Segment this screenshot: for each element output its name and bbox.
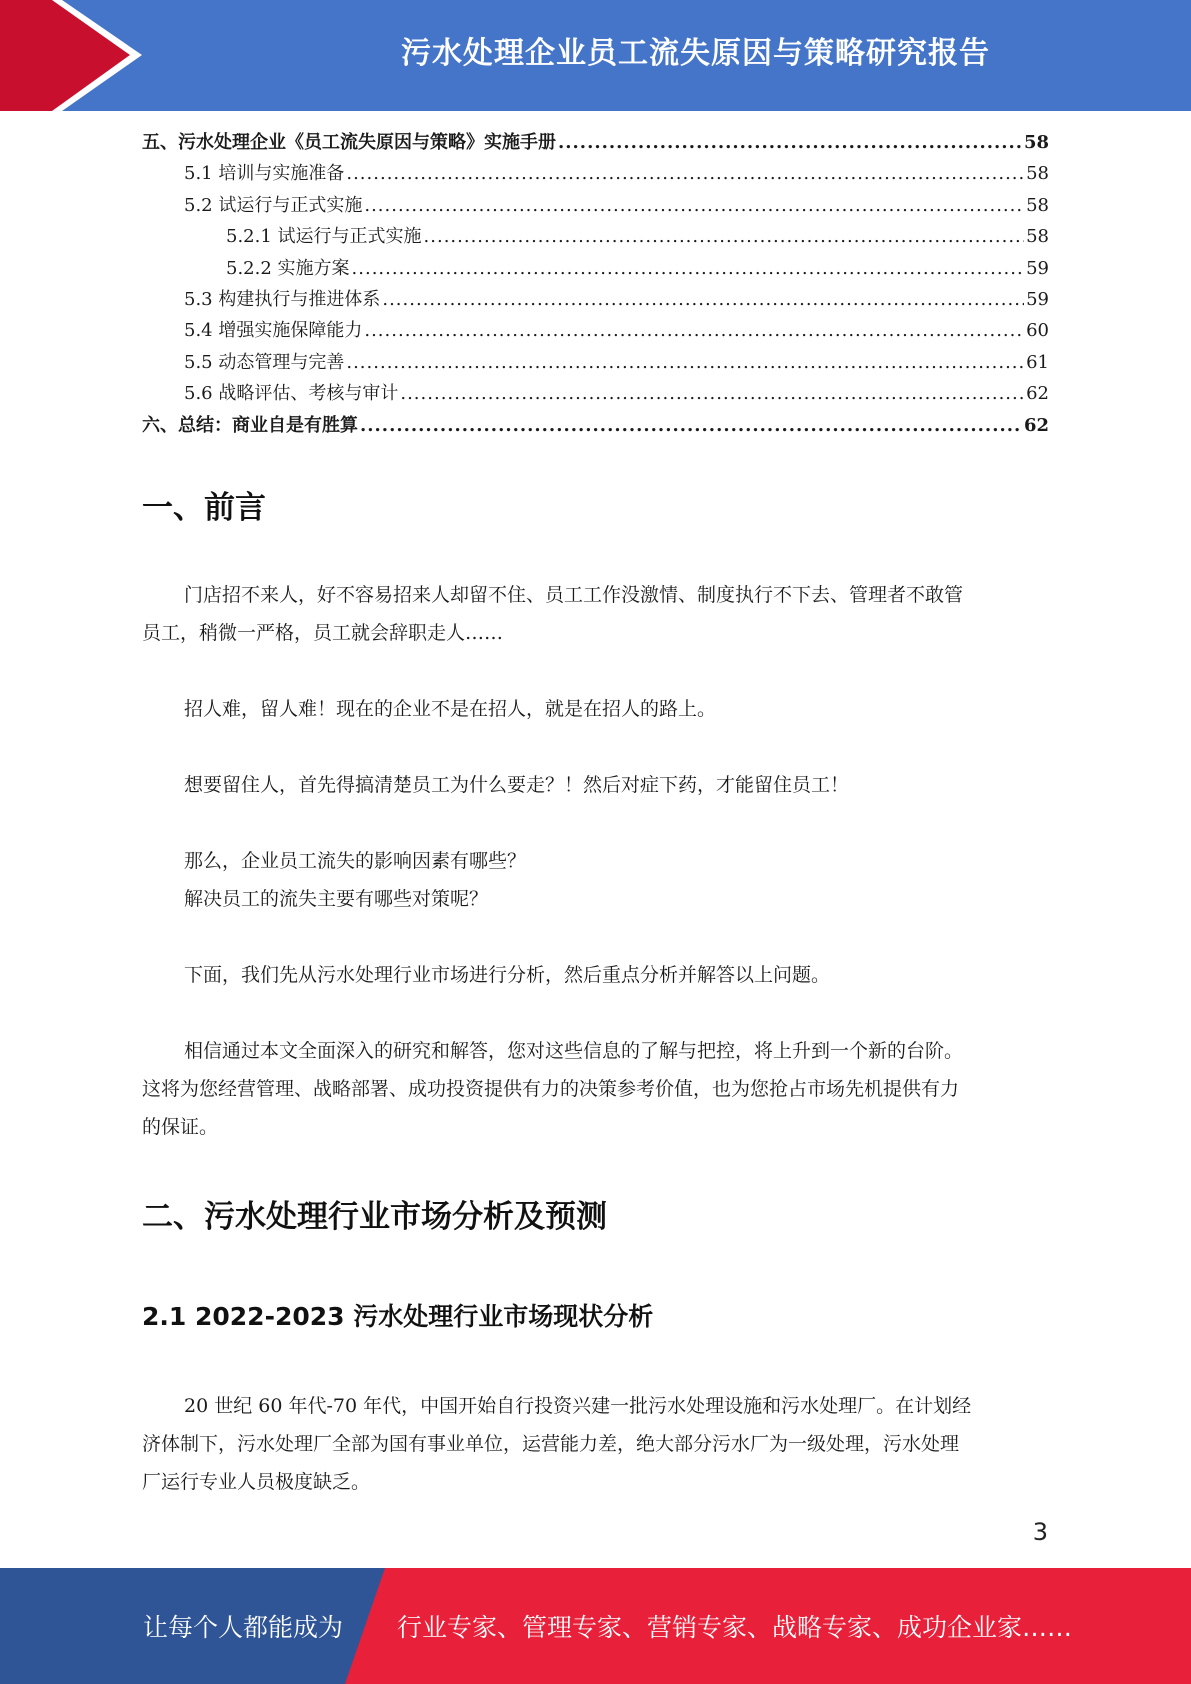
paragraph-line: 员工，稍微一严格，员工就会辞职走人…… bbox=[142, 622, 504, 644]
toc-entry-label: 5.1 培训与实施准备 bbox=[184, 163, 345, 185]
toc-entry-label: 六、总结：商业自是有胜算 bbox=[142, 414, 358, 436]
paragraph-line: 相信通过本文全面深入的研究和解答，您对这些信息的了解与把控，将上升到一个新的台阶。 bbox=[184, 1040, 964, 1062]
toc-entry[interactable] bbox=[142, 315, 1049, 346]
paragraph bbox=[142, 1387, 1049, 1501]
paragraph: 招人难，留人难！现在的企业不是在招人，就是在招人的路上。 bbox=[184, 698, 717, 720]
toc-entry[interactable] bbox=[142, 378, 1049, 409]
paragraph-line: 的保证。 bbox=[142, 1116, 219, 1138]
toc-entry-page: 62 bbox=[1023, 414, 1049, 436]
paragraph-line: 那么，企业员工流失的影响因素有哪些？ bbox=[184, 850, 527, 872]
page-header bbox=[0, 0, 1191, 111]
page-footer bbox=[0, 1568, 1191, 1684]
toc-entry-page: 58 bbox=[1026, 226, 1049, 248]
toc-entry-page: 59 bbox=[1026, 288, 1049, 310]
toc-leader-dots bbox=[424, 221, 1025, 252]
toc-entry-label: 5.4 增强实施保障能力 bbox=[184, 320, 363, 342]
toc-entry[interactable] bbox=[142, 347, 1049, 378]
paragraph-line: 解决员工的流失主要有哪些对策呢？ bbox=[184, 888, 489, 910]
toc-entry-label: 5.5 动态管理与完善 bbox=[184, 351, 345, 373]
toc-entry[interactable] bbox=[142, 221, 1049, 252]
toc-leader-dots bbox=[360, 410, 1022, 441]
section-heading-market-analysis: 二、污水处理行业市场分析及预测 bbox=[142, 1199, 607, 1235]
toc-leader-dots bbox=[346, 347, 1024, 378]
table-of-contents bbox=[142, 127, 1049, 441]
paragraph-line: 厂运行专业人员极度缺乏。 bbox=[142, 1471, 371, 1493]
toc-entry-label: 5.3 构建执行与推进体系 bbox=[184, 288, 381, 310]
paragraph-line: 20 世纪 60 年代-70 年代，中国开始自行投资兴建一批污水处理设施和污水处理厂。在计划经 bbox=[184, 1395, 972, 1417]
toc-entry-page: 61 bbox=[1026, 351, 1049, 373]
paragraph bbox=[142, 576, 1049, 652]
section-heading-preface: 一、前言 bbox=[142, 490, 266, 526]
toc-leader-dots bbox=[346, 158, 1024, 189]
page-number: 3 bbox=[1032, 1518, 1048, 1546]
paragraph bbox=[142, 1032, 1049, 1146]
paragraph-line: 济体制下，污水处理厂全部为国有事业单位，运营能力差，绝大部分污水厂为一级处理，污水处理 bbox=[142, 1433, 960, 1455]
toc-entry-label: 5.2.2 实施方案 bbox=[226, 257, 350, 279]
paragraph: 下面，我们先从污水处理行业市场进行分析，然后重点分析并解答以上问题。 bbox=[184, 964, 831, 986]
toc-entry-page: 60 bbox=[1026, 320, 1049, 342]
toc-leader-dots bbox=[382, 284, 1024, 315]
toc-entry-label: 5.2.1 试运行与正式实施 bbox=[226, 226, 422, 248]
toc-entry-page: 62 bbox=[1026, 383, 1049, 405]
footer-slogan-left: 让每个人都能成为 bbox=[143, 1613, 344, 1642]
header-arrow-decoration bbox=[0, 0, 160, 111]
paragraph-line: 门店招不来人，好不容易招来人却留不住、员工工作没激情、制度执行不下去、管理者不敢管 bbox=[184, 584, 964, 606]
toc-leader-dots bbox=[558, 127, 1022, 158]
toc-entry[interactable] bbox=[142, 284, 1049, 315]
paragraph bbox=[142, 842, 1049, 918]
toc-entry-label: 5.6 战略评估、考核与审计 bbox=[184, 383, 399, 405]
toc-entry[interactable] bbox=[142, 190, 1049, 221]
toc-entry[interactable] bbox=[142, 253, 1049, 284]
toc-entry-page: 59 bbox=[1026, 257, 1049, 279]
subsection-heading: 2.1 2022-2023 污水处理行业市场现状分析 bbox=[142, 1302, 654, 1331]
toc-entry[interactable] bbox=[142, 410, 1049, 441]
toc-entry[interactable] bbox=[142, 127, 1049, 158]
toc-entry-label: 五、污水处理企业《员工流失原因与策略》实施手册 bbox=[142, 132, 556, 153]
toc-entry-page: 58 bbox=[1023, 132, 1049, 153]
paragraph: 想要留住人，首先得搞清楚员工为什么要走？！然后对症下药，才能留住员工！ bbox=[184, 774, 850, 796]
paragraph-line: 这将为您经营管理、战略部署、成功投资提供有力的决策参考价值，也为您抢占市场先机提供有力 bbox=[142, 1078, 960, 1100]
toc-leader-dots bbox=[364, 315, 1024, 346]
toc-entry-label: 5.2 试运行与正式实施 bbox=[184, 194, 363, 216]
toc-entry-page: 58 bbox=[1026, 163, 1049, 185]
toc-entry-page: 58 bbox=[1026, 194, 1049, 216]
toc-leader-dots bbox=[352, 253, 1025, 284]
toc-leader-dots bbox=[400, 378, 1024, 409]
header-title: 污水处理企业员工流失原因与策略研究报告 bbox=[401, 36, 990, 71]
toc-entry[interactable] bbox=[142, 158, 1049, 189]
toc-leader-dots bbox=[364, 190, 1024, 221]
footer-slogan-right: 行业专家、管理专家、营销专家、战略专家、成功企业家…… bbox=[397, 1613, 1073, 1642]
